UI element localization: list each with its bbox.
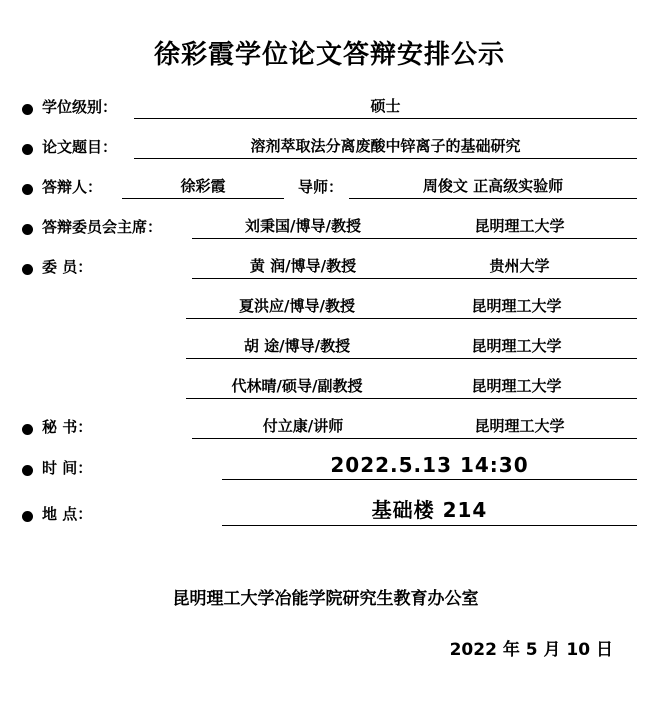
bullet-icon — [22, 465, 36, 480]
chair-affiliation: 昆明理工大学 — [474, 217, 565, 235]
field-row-place — [22, 494, 637, 526]
member-affiliation: 昆明理工大学 — [471, 297, 562, 315]
field-row-member-0 — [22, 253, 637, 279]
member-value — [192, 255, 637, 279]
time-value: 2022.5.13 14:30 — [222, 453, 637, 480]
field-row-chair — [22, 213, 637, 239]
bullet-icon — [22, 511, 36, 526]
secretary-name: 付立康/讲师 — [262, 417, 344, 435]
defender-label: 答辩人： — [42, 178, 103, 196]
member-name: 代林晴/硕导/副教授 — [231, 377, 363, 395]
secretary-affiliation: 昆明理工大学 — [474, 417, 565, 435]
field-row-member-1 — [22, 293, 637, 319]
member-affiliation: 昆明理工大学 — [471, 377, 562, 395]
members-label: 委 员： — [42, 258, 93, 276]
issue-date: 2022 年 5 月 10 日 — [449, 640, 613, 660]
time-label: 时 间： — [42, 459, 93, 477]
bullet-icon — [22, 224, 36, 239]
bullet-icon — [22, 424, 36, 439]
member-name: 黄 润/博导/教授 — [249, 257, 357, 275]
field-row-member-2 — [22, 333, 637, 359]
bullet-icon — [22, 264, 36, 279]
degree-level-value: 硕士 — [134, 95, 637, 119]
member-affiliation: 昆明理工大学 — [471, 337, 562, 355]
bullet-icon — [22, 184, 36, 199]
member-value — [186, 335, 637, 359]
field-row-degree-level — [22, 93, 637, 119]
member-value — [186, 295, 637, 319]
field-row-time — [22, 453, 637, 480]
thesis-title-label: 论文题目： — [42, 138, 118, 156]
page-title: 徐彩霞学位论文答辩安排公示 — [153, 40, 505, 70]
advisor-value: 周俊文 正高级实验师 — [349, 175, 637, 199]
secretary-value — [192, 415, 637, 439]
advisor-label: 导师： — [298, 178, 344, 196]
member-name: 胡 途/博导/教授 — [243, 337, 351, 355]
field-row-secretary — [22, 413, 637, 439]
place-label: 地 点： — [42, 505, 93, 523]
field-row-thesis-title — [22, 133, 637, 159]
document-footer — [22, 584, 637, 660]
field-row-member-3 — [22, 373, 637, 399]
degree-level-label: 学位级别： — [42, 98, 118, 116]
member-name: 夏洪应/博导/教授 — [239, 297, 355, 315]
document-page — [0, 34, 659, 724]
place-value: 基础楼 214 — [222, 494, 637, 526]
issuing-organization: 昆明理工大学冶能学院研究生教育办公室 — [172, 589, 479, 609]
bullet-icon — [22, 144, 36, 159]
bullet-icon — [22, 104, 36, 119]
field-row-defender — [22, 173, 637, 199]
secretary-label: 秘 书： — [42, 418, 93, 436]
thesis-title-value: 溶剂萃取法分离废酸中锌离子的基础研究 — [134, 135, 637, 159]
member-value — [186, 375, 637, 399]
defender-value: 徐彩霞 — [122, 175, 284, 199]
chair-value — [192, 215, 637, 239]
chair-name: 刘秉国/博导/教授 — [245, 217, 361, 235]
member-affiliation: 贵州大学 — [489, 257, 550, 275]
chair-label: 答辩委员会主席： — [42, 218, 163, 236]
